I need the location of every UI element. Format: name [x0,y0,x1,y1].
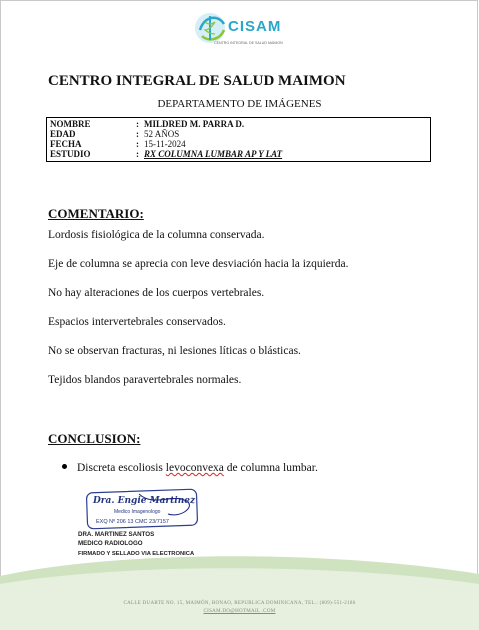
conclusion-item [77,462,318,474]
info-separator: : [136,139,139,149]
finding-line: Lordosis fisiológica de la columna conservada. [48,229,265,241]
signer-name: DRA. MARTINEZ SANTOS [78,531,155,538]
signer-title: MEDICO RADIOLOGO [78,540,143,547]
footer-wave [0,556,479,630]
conclusion-text-start: Discreta escoliosis [77,462,166,474]
finding-line: Tejidos blandos paravertebrales normales. [48,374,242,386]
patient-age: 52 AÑOS [144,129,180,139]
stamp-role: Medico Imagenologo [114,509,161,515]
patient-name: MILDRED M. PARRA D. [144,119,245,129]
conclusion-heading: CONCLUSION: [48,431,141,446]
bullet-icon [62,464,67,469]
logo-tagline: CENTRO INTEGRAL DE SALUD MAIMON [214,41,283,45]
department-title: DEPARTAMENTO DE IMÁGENES [157,98,322,110]
info-label: NOMBRE [50,119,91,129]
finding-line: Eje de columna se aprecia con leve desviación hacia la izquierda. [48,258,349,270]
exam-date: 15-11-2024 [144,139,186,149]
stamp-name: Dra. Engie Martinez [93,496,196,506]
page-title: CENTRO INTEGRAL DE SALUD MAIMON [48,73,346,89]
info-label: EDAD [50,129,76,139]
stamp-ids: EXQ Nº 206 13 CMC 23/7157 [96,519,169,525]
info-label: ESTUDIO [50,149,91,159]
finding-line: Espacios intervertebrales conservados. [48,316,226,328]
footer-email: CISAM.DO@HOTMAIL .COM [203,609,276,614]
logo-wordmark: CISAM [228,18,282,35]
spellcheck-flagged-word: levoconvexa [165,462,224,474]
footer-address: CALLE DUARTE NO. 15, MAIMÓN, BONAO, REPUBLICA DOMINICANA, TEL.: (809)-551-2186 [123,601,356,606]
conclusion-text-end: de columna lumbar. [223,462,318,474]
signature-stamp [84,488,200,530]
finding-line: No hay alteraciones de los cuerpos vertebrales. [48,287,265,299]
signature-note: FIRMADO Y SELLADO VIA ELECTRONICA [78,551,195,557]
patient-info-box [46,117,431,162]
info-separator: : [136,129,139,139]
info-separator: : [136,149,139,159]
finding-line: No se observan fracturas, ni lesiones líticas o blásticas. [48,345,301,357]
info-label: FECHA [50,139,82,149]
info-separator: : [136,119,139,129]
comment-heading: COMENTARIO: [48,206,144,221]
study-name: RX COLUMNA LUMBAR AP Y LAT [144,149,283,159]
cisam-logo [192,8,302,48]
